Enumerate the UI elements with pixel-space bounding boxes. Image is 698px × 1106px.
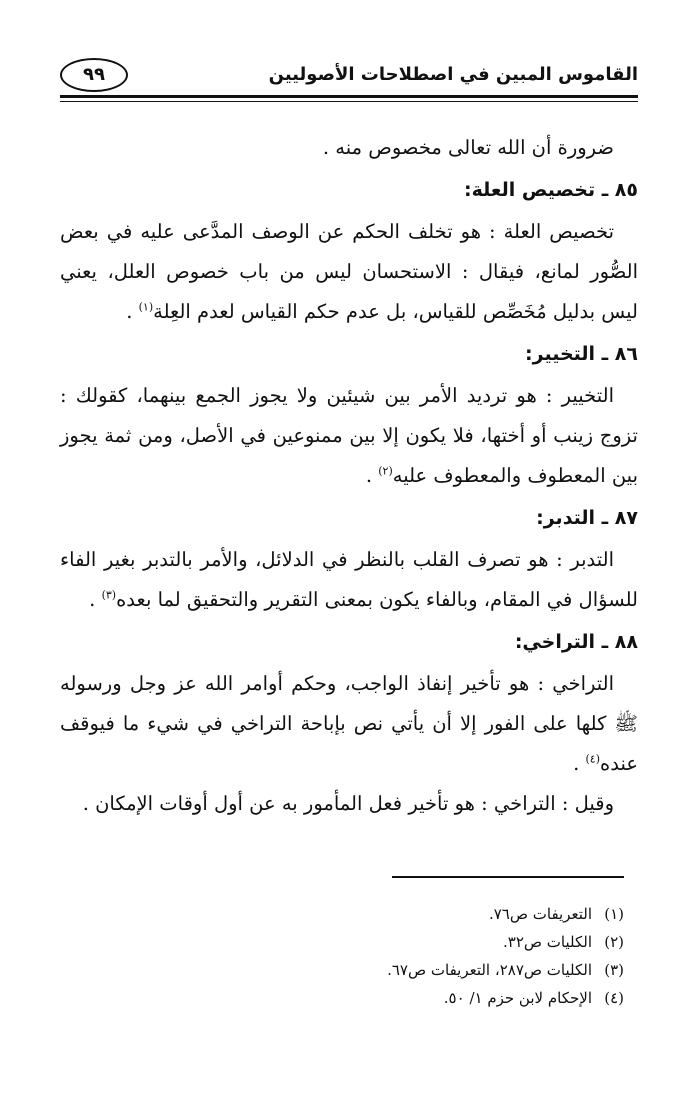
footnote-text: الإحكام لابن حزم ١/ ٥٠. (443, 989, 592, 1007)
paragraph-text: التراخي : هو تأخير إنفاذ الواجب، وحكم أوامر الله عز وجل ورسوله ﷺ كلها على الفور إلا أن يأتي نص بإباحة التراخي في شيء ما فيوقف عنده (60, 672, 638, 775)
footnote-ref: (٣) (101, 588, 117, 602)
section-heading: ٨٦ ـ التخيير: (525, 343, 638, 365)
header-rule-thick (60, 95, 638, 98)
paragraph-text: التدبر : هو تصرف القلب بالنظر في الدلائل، والأمر بالتدبر بغير الفاء للسؤال في المقام، وبالفاء يكون بمعنى التقرير والتحقيق لما بعده (60, 548, 638, 611)
footnote-ref: (٤) (585, 752, 601, 766)
footnote-number: (٢) (604, 933, 624, 951)
section-heading: ٨٨ ـ التراخي: (514, 631, 638, 653)
footnote-ref: (١) (138, 300, 154, 314)
paragraph-text: التخيير : هو ترديد الأمر بين شيئين ولا يجوز الجمع بينهما، كقولك : تزوج زينب أو أختها، فلا يكون إلا بين ممنوعين في الأصل، ومن ثمة يجوز بين المعطوف والمعطوف عليه (60, 384, 638, 487)
section-paragraph: تخصيص العلة : هو تخلف الحكم عن الوصف المدَّعى عليه في بعض الصُّور لمانع، فيقال : الاستحسان ليس من باب خصوص العلل، يعني ليس بدليل مُخَصِّص للقياس، بل عدم حكم القياس لعدم العِلة$^{(١)}$ . (60, 220, 638, 323)
footnote-number: (٤) (604, 989, 624, 1007)
footnote-text: الكليات ص٢٨٧، التعريفات ص٦٧. (387, 961, 592, 979)
footnote-item (60, 984, 624, 1012)
page-header (60, 58, 638, 98)
running-title: القاموس المبين في اصطلاحات الأصوليين (268, 64, 638, 85)
page-number: ٩٩ (60, 58, 128, 92)
footnote-number: (١) (604, 905, 624, 923)
footnote-number: (٣) (604, 961, 624, 979)
footnote-separator (392, 876, 624, 878)
footnotes (60, 900, 624, 1012)
footnote-item (60, 956, 624, 984)
intro-paragraph: ضرورة أن الله تعالى مخصوص منه . (322, 136, 614, 159)
footnote-text: التعريفات ص٧٦. (488, 905, 592, 923)
section-heading: ٨٥ ـ تخصيص العلة: (463, 179, 638, 201)
header-rule-thin (60, 101, 638, 102)
footnote-item (60, 928, 624, 956)
footnote-ref: (٢) (378, 464, 393, 478)
closing-paragraph: وقيل : التراخي : هو تأخير فعل المأمور به عن أول أوقات الإمكان . (82, 792, 614, 815)
section-heading: ٨٧ ـ التدبر: (536, 507, 638, 529)
section-paragraph: التدبر : هو تصرف القلب بالنظر في الدلائل، والأمر بالتدبر بغير الفاء للسؤال في المقام، وبالفاء يكون بمعنى التقرير والتحقيق لما بعده$^{(٣)}$ . (60, 548, 638, 611)
footnote-item (60, 900, 624, 928)
main-text (60, 128, 638, 824)
section-paragraph: التخيير : هو ترديد الأمر بين شيئين ولا يجوز الجمع بينهما، كقولك : تزوج زينب أو أختها، فلا يكون إلا بين ممنوعين في الأصل، ومن ثمة يجوز بين المعطوف والمعطوف عليه$^{(٢)}$ . (60, 384, 638, 487)
section-paragraph: التراخي : هو تأخير إنفاذ الواجب، وحكم أوامر الله عز وجل ورسوله ﷺ كلها على الفور إلا أن يأتي نص بإباحة التراخي في شيء ما فيوقف عنده$^{(٤)}$ . (60, 672, 638, 775)
footnote-text: الكليات ص٣٢. (502, 933, 592, 951)
paragraph-text: تخصيص العلة : هو تخلف الحكم عن الوصف المدَّعى عليه في بعض الصُّور لمانع، فيقال : الاستحسان ليس من باب خصوص العلل، يعني ليس بدليل مُخَصِّص للقياس، بل عدم حكم القياس لعدم العِلة (60, 220, 638, 323)
